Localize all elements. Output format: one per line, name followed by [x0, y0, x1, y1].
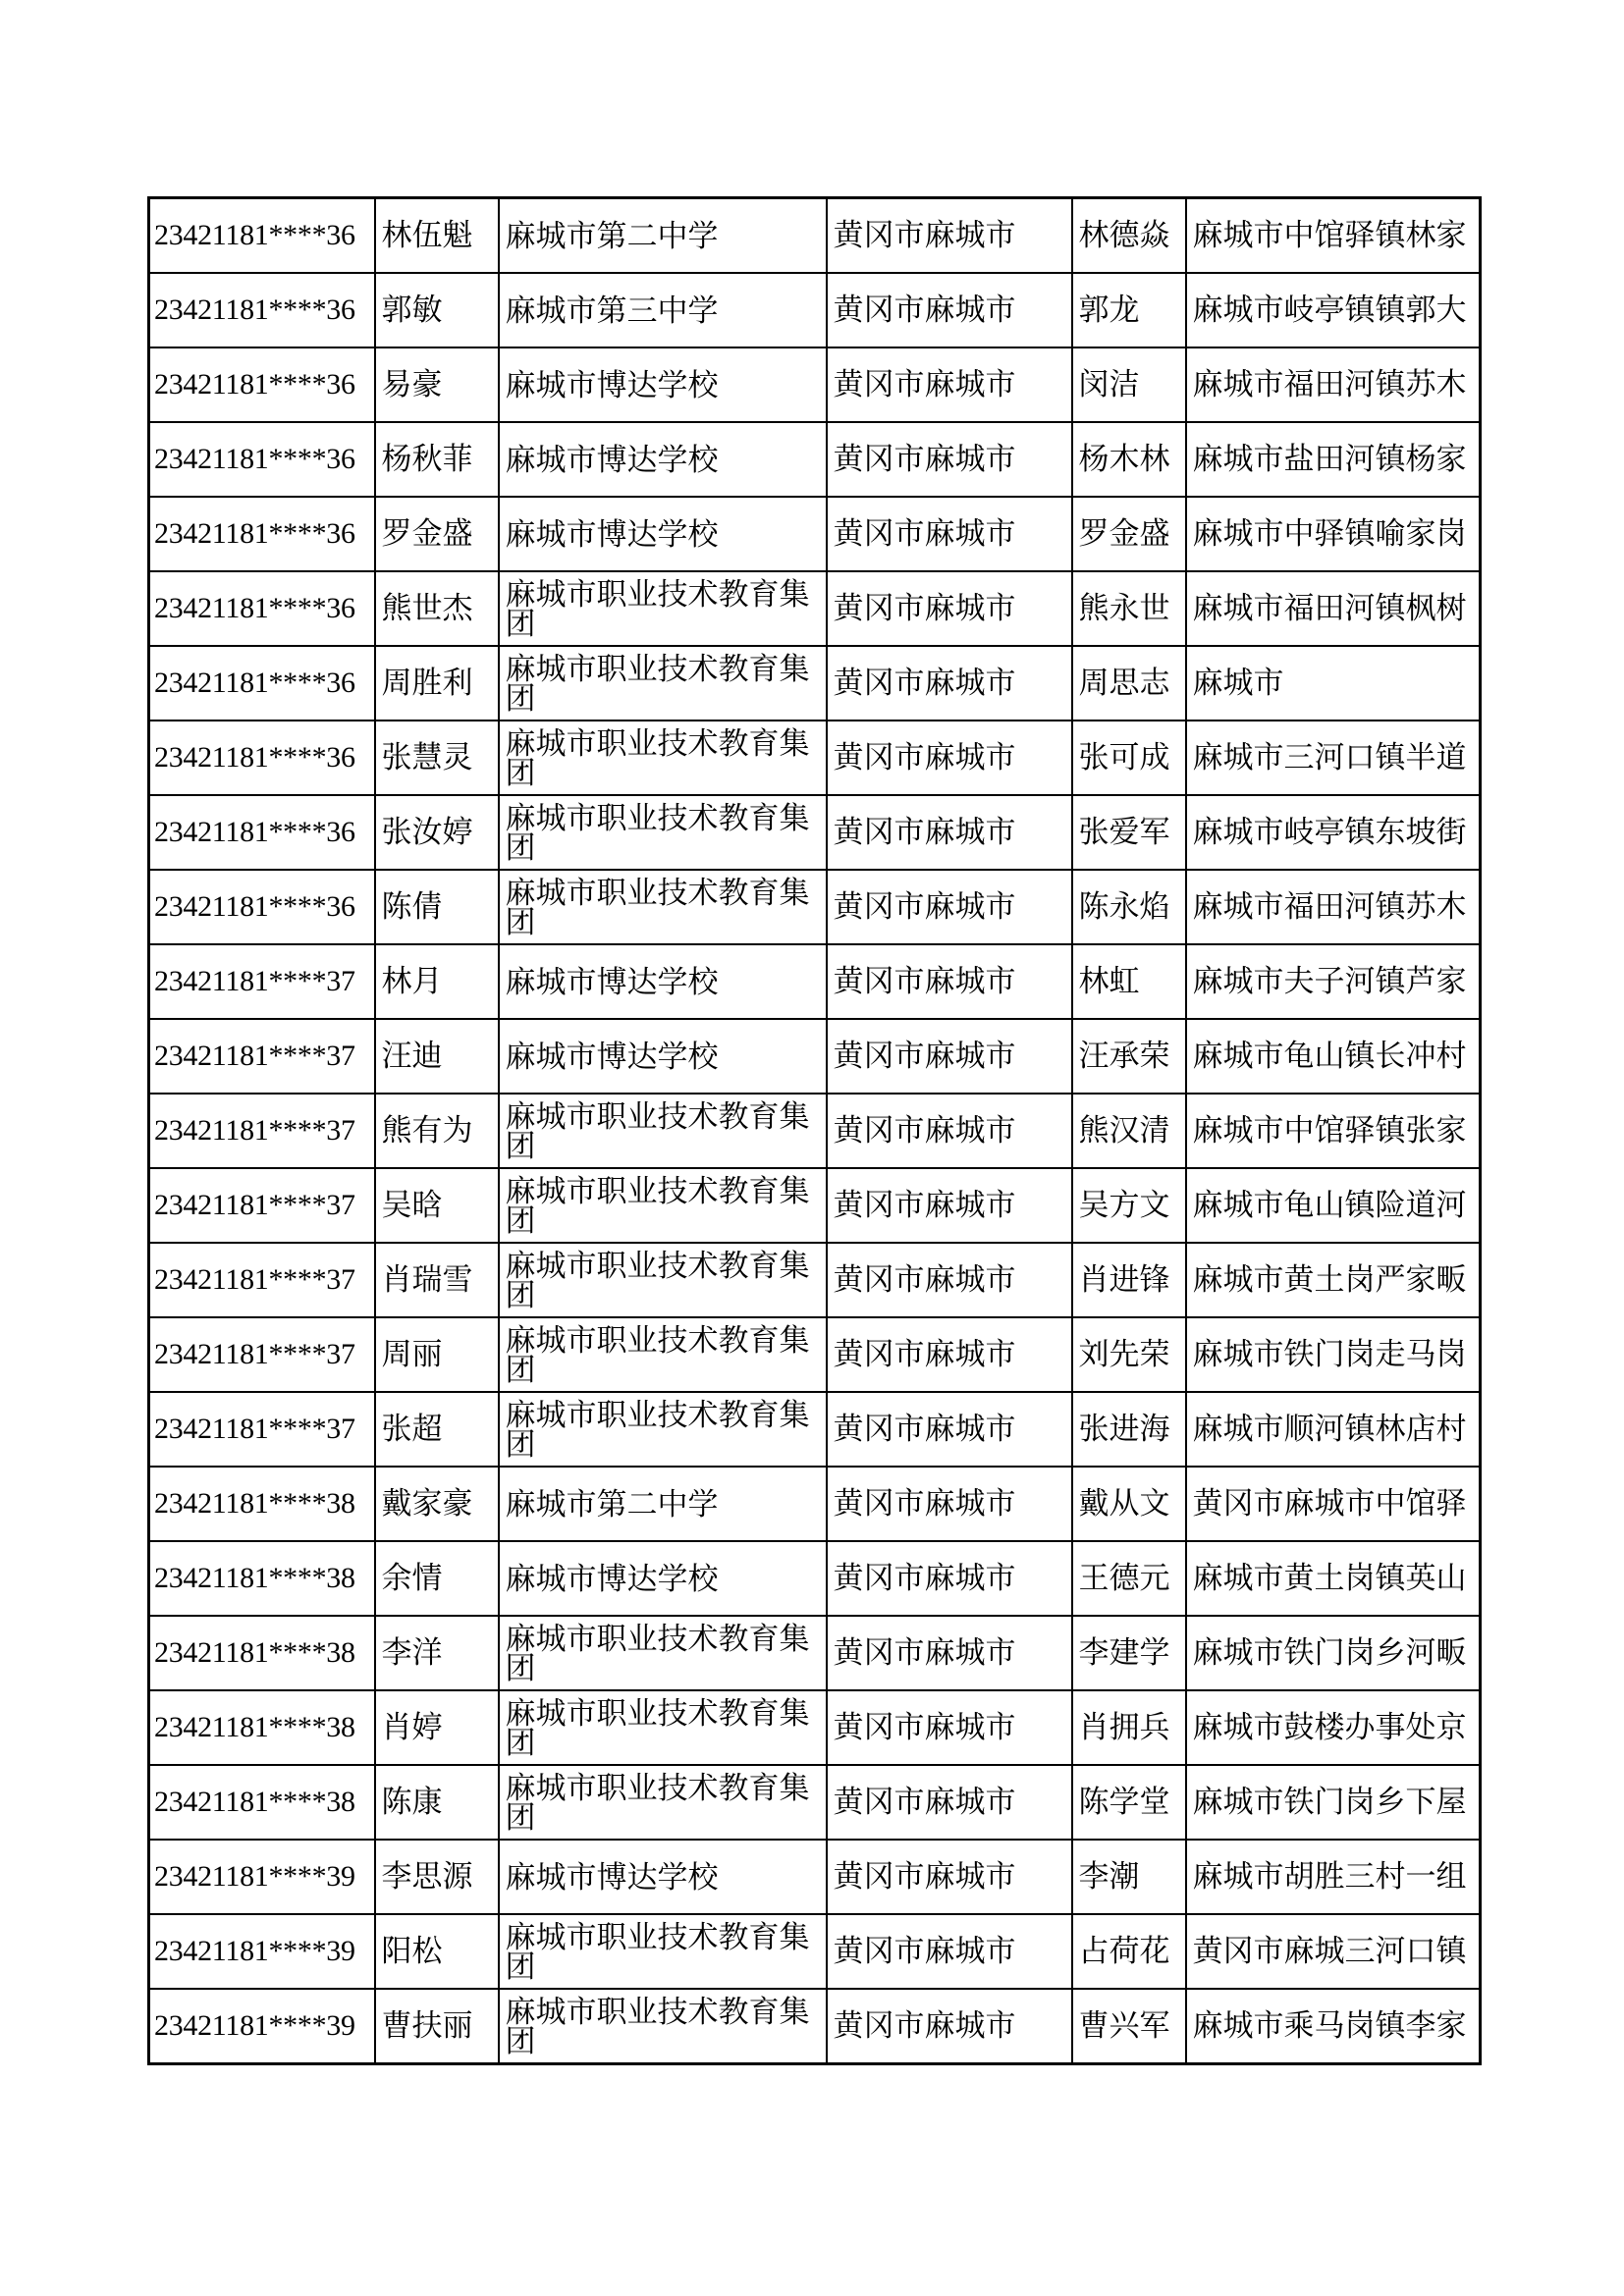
guardian-cell: 林虹 [1072, 944, 1186, 1019]
region-cell: 黄冈市麻城市 [827, 721, 1072, 795]
address-cell: 麻城市铁门岗乡下屋 [1186, 1765, 1481, 1840]
address-cell: 黄冈市麻城市中馆驿 [1186, 1467, 1481, 1541]
region-cell: 黄冈市麻城市 [827, 1541, 1072, 1616]
region-cell: 黄冈市麻城市 [827, 1467, 1072, 1541]
school-cell: 麻城市职业技术教育集团 [499, 1392, 827, 1467]
table-row [149, 1467, 1481, 1541]
name-cell: 肖瑞雪 [375, 1243, 499, 1317]
school-cell: 麻城市职业技术教育集团 [499, 646, 827, 721]
name-cell: 阳松 [375, 1914, 499, 1989]
address-cell: 麻城市岐亭镇东坡街 [1186, 795, 1481, 870]
guardian-cell: 汪承荣 [1072, 1019, 1186, 1094]
region-cell: 黄冈市麻城市 [827, 1317, 1072, 1392]
address-cell: 麻城市龟山镇长冲村 [1186, 1019, 1481, 1094]
guardian-cell: 张进海 [1072, 1392, 1186, 1467]
region-cell: 黄冈市麻城市 [827, 1243, 1072, 1317]
id-cell: 23421181****36 [149, 347, 375, 422]
school-cell: 麻城市职业技术教育集团 [499, 1616, 827, 1690]
table-row [149, 1094, 1481, 1168]
table-row [149, 1690, 1481, 1765]
id-cell: 23421181****36 [149, 795, 375, 870]
id-cell: 23421181****38 [149, 1467, 375, 1541]
name-cell: 易豪 [375, 347, 499, 422]
school-cell: 麻城市职业技术教育集团 [499, 1989, 827, 2064]
school-cell: 麻城市职业技术教育集团 [499, 571, 827, 646]
name-cell: 戴家豪 [375, 1467, 499, 1541]
name-cell: 林伍魁 [375, 198, 499, 274]
school-cell: 麻城市职业技术教育集团 [499, 1690, 827, 1765]
address-cell: 麻城市夫子河镇芦家 [1186, 944, 1481, 1019]
id-cell: 23421181****36 [149, 571, 375, 646]
id-cell: 23421181****37 [149, 944, 375, 1019]
address-cell: 麻城市三河口镇半道 [1186, 721, 1481, 795]
name-cell: 余情 [375, 1541, 499, 1616]
table-row [149, 422, 1481, 497]
region-cell: 黄冈市麻城市 [827, 1616, 1072, 1690]
id-cell: 23421181****36 [149, 646, 375, 721]
school-cell: 麻城市职业技术教育集团 [499, 721, 827, 795]
school-cell: 麻城市职业技术教育集团 [499, 1765, 827, 1840]
region-cell: 黄冈市麻城市 [827, 944, 1072, 1019]
school-cell: 麻城市职业技术教育集团 [499, 1914, 827, 1989]
guardian-cell: 熊汉清 [1072, 1094, 1186, 1168]
id-cell: 23421181****38 [149, 1690, 375, 1765]
name-cell: 熊有为 [375, 1094, 499, 1168]
name-cell: 熊世杰 [375, 571, 499, 646]
table-row [149, 870, 1481, 944]
school-cell: 麻城市第三中学 [499, 273, 827, 347]
id-cell: 23421181****36 [149, 721, 375, 795]
region-cell: 黄冈市麻城市 [827, 1019, 1072, 1094]
id-cell: 23421181****37 [149, 1094, 375, 1168]
table-row [149, 721, 1481, 795]
region-cell: 黄冈市麻城市 [827, 497, 1072, 571]
region-cell: 黄冈市麻城市 [827, 273, 1072, 347]
name-cell: 郭敏 [375, 273, 499, 347]
table-row [149, 273, 1481, 347]
id-cell: 23421181****39 [149, 1914, 375, 1989]
region-cell: 黄冈市麻城市 [827, 1168, 1072, 1243]
name-cell: 张超 [375, 1392, 499, 1467]
guardian-cell: 张爱军 [1072, 795, 1186, 870]
address-cell: 麻城市乘马岗镇李家 [1186, 1989, 1481, 2064]
address-cell: 麻城市中驿镇喻家岗 [1186, 497, 1481, 571]
table-row [149, 1392, 1481, 1467]
address-cell: 麻城市龟山镇险道河 [1186, 1168, 1481, 1243]
table-row [149, 347, 1481, 422]
table-row [149, 646, 1481, 721]
region-cell: 黄冈市麻城市 [827, 198, 1072, 274]
school-cell: 麻城市博达学校 [499, 944, 827, 1019]
school-cell: 麻城市职业技术教育集团 [499, 1168, 827, 1243]
id-cell: 23421181****37 [149, 1168, 375, 1243]
table-row [149, 571, 1481, 646]
name-cell: 周胜利 [375, 646, 499, 721]
name-cell: 陈康 [375, 1765, 499, 1840]
records-body [149, 198, 1481, 2064]
id-cell: 23421181****38 [149, 1616, 375, 1690]
name-cell: 李洋 [375, 1616, 499, 1690]
table-row [149, 795, 1481, 870]
name-cell: 林月 [375, 944, 499, 1019]
guardian-cell: 熊永世 [1072, 571, 1186, 646]
guardian-cell: 肖进锋 [1072, 1243, 1186, 1317]
records-table [147, 196, 1482, 2065]
guardian-cell: 林德焱 [1072, 198, 1186, 274]
address-cell: 麻城市福田河镇苏木 [1186, 347, 1481, 422]
address-cell: 麻城市福田河镇苏木 [1186, 870, 1481, 944]
guardian-cell: 郭龙 [1072, 273, 1186, 347]
table-row [149, 497, 1481, 571]
table-row [149, 1243, 1481, 1317]
id-cell: 23421181****36 [149, 422, 375, 497]
table-row [149, 1019, 1481, 1094]
address-cell: 麻城市中馆驿镇林家 [1186, 198, 1481, 274]
name-cell: 李思源 [375, 1840, 499, 1914]
region-cell: 黄冈市麻城市 [827, 1840, 1072, 1914]
table-row [149, 1541, 1481, 1616]
name-cell: 汪迪 [375, 1019, 499, 1094]
id-cell: 23421181****37 [149, 1317, 375, 1392]
region-cell: 黄冈市麻城市 [827, 422, 1072, 497]
table-row [149, 198, 1481, 274]
id-cell: 23421181****38 [149, 1541, 375, 1616]
school-cell: 麻城市职业技术教育集团 [499, 1317, 827, 1392]
table-row [149, 1765, 1481, 1840]
table-row [149, 1989, 1481, 2064]
address-cell: 麻城市岐亭镇镇郭大 [1186, 273, 1481, 347]
id-cell: 23421181****36 [149, 497, 375, 571]
name-cell: 陈倩 [375, 870, 499, 944]
guardian-cell: 戴从文 [1072, 1467, 1186, 1541]
table-row [149, 944, 1481, 1019]
region-cell: 黄冈市麻城市 [827, 1392, 1072, 1467]
table-row [149, 1914, 1481, 1989]
id-cell: 23421181****37 [149, 1019, 375, 1094]
name-cell: 张汝婷 [375, 795, 499, 870]
school-cell: 麻城市职业技术教育集团 [499, 1094, 827, 1168]
region-cell: 黄冈市麻城市 [827, 1914, 1072, 1989]
guardian-cell: 陈永焰 [1072, 870, 1186, 944]
address-cell: 麻城市中馆驿镇张家 [1186, 1094, 1481, 1168]
table-row [149, 1840, 1481, 1914]
guardian-cell: 周思志 [1072, 646, 1186, 721]
guardian-cell: 吴方文 [1072, 1168, 1186, 1243]
id-cell: 23421181****39 [149, 1989, 375, 2064]
address-cell: 麻城市鼓楼办事处京 [1186, 1690, 1481, 1765]
region-cell: 黄冈市麻城市 [827, 1094, 1072, 1168]
school-cell: 麻城市博达学校 [499, 1019, 827, 1094]
guardian-cell: 王德元 [1072, 1541, 1186, 1616]
table-row [149, 1317, 1481, 1392]
school-cell: 麻城市职业技术教育集团 [499, 795, 827, 870]
address-cell: 麻城市铁门岗走马岗 [1186, 1317, 1481, 1392]
guardian-cell: 李潮 [1072, 1840, 1186, 1914]
region-cell: 黄冈市麻城市 [827, 1690, 1072, 1765]
guardian-cell: 占荷花 [1072, 1914, 1186, 1989]
name-cell: 周丽 [375, 1317, 499, 1392]
guardian-cell: 陈学堂 [1072, 1765, 1186, 1840]
guardian-cell: 肖拥兵 [1072, 1690, 1186, 1765]
id-cell: 23421181****37 [149, 1392, 375, 1467]
school-cell: 麻城市职业技术教育集团 [499, 1243, 827, 1317]
name-cell: 罗金盛 [375, 497, 499, 571]
name-cell: 杨秋菲 [375, 422, 499, 497]
table-row [149, 1616, 1481, 1690]
school-cell: 麻城市博达学校 [499, 422, 827, 497]
region-cell: 黄冈市麻城市 [827, 571, 1072, 646]
school-cell: 麻城市职业技术教育集团 [499, 870, 827, 944]
guardian-cell: 李建学 [1072, 1616, 1186, 1690]
region-cell: 黄冈市麻城市 [827, 646, 1072, 721]
name-cell: 曹扶丽 [375, 1989, 499, 2064]
id-cell: 23421181****39 [149, 1840, 375, 1914]
school-cell: 麻城市博达学校 [499, 497, 827, 571]
guardian-cell: 曹兴军 [1072, 1989, 1186, 2064]
school-cell: 麻城市博达学校 [499, 1840, 827, 1914]
region-cell: 黄冈市麻城市 [827, 347, 1072, 422]
region-cell: 黄冈市麻城市 [827, 870, 1072, 944]
address-cell: 黄冈市麻城三河口镇 [1186, 1914, 1481, 1989]
school-cell: 麻城市博达学校 [499, 1541, 827, 1616]
guardian-cell: 闵洁 [1072, 347, 1186, 422]
name-cell: 吴晗 [375, 1168, 499, 1243]
name-cell: 张慧灵 [375, 721, 499, 795]
guardian-cell: 杨木林 [1072, 422, 1186, 497]
school-cell: 麻城市博达学校 [499, 347, 827, 422]
table-row [149, 1168, 1481, 1243]
region-cell: 黄冈市麻城市 [827, 1765, 1072, 1840]
id-cell: 23421181****38 [149, 1765, 375, 1840]
address-cell: 麻城市顺河镇林店村 [1186, 1392, 1481, 1467]
address-cell: 麻城市福田河镇枫树 [1186, 571, 1481, 646]
address-cell: 麻城市 [1186, 646, 1481, 721]
id-cell: 23421181****37 [149, 1243, 375, 1317]
school-cell: 麻城市第二中学 [499, 1467, 827, 1541]
id-cell: 23421181****36 [149, 198, 375, 274]
region-cell: 黄冈市麻城市 [827, 795, 1072, 870]
guardian-cell: 张可成 [1072, 721, 1186, 795]
id-cell: 23421181****36 [149, 273, 375, 347]
guardian-cell: 罗金盛 [1072, 497, 1186, 571]
address-cell: 麻城市铁门岗乡河畈 [1186, 1616, 1481, 1690]
school-cell: 麻城市第二中学 [499, 198, 827, 274]
address-cell: 麻城市盐田河镇杨家 [1186, 422, 1481, 497]
address-cell: 麻城市黄土岗严家畈 [1186, 1243, 1481, 1317]
address-cell: 麻城市胡胜三村一组 [1186, 1840, 1481, 1914]
address-cell: 麻城市黄土岗镇英山 [1186, 1541, 1481, 1616]
id-cell: 23421181****36 [149, 870, 375, 944]
name-cell: 肖婷 [375, 1690, 499, 1765]
guardian-cell: 刘先荣 [1072, 1317, 1186, 1392]
region-cell: 黄冈市麻城市 [827, 1989, 1072, 2064]
